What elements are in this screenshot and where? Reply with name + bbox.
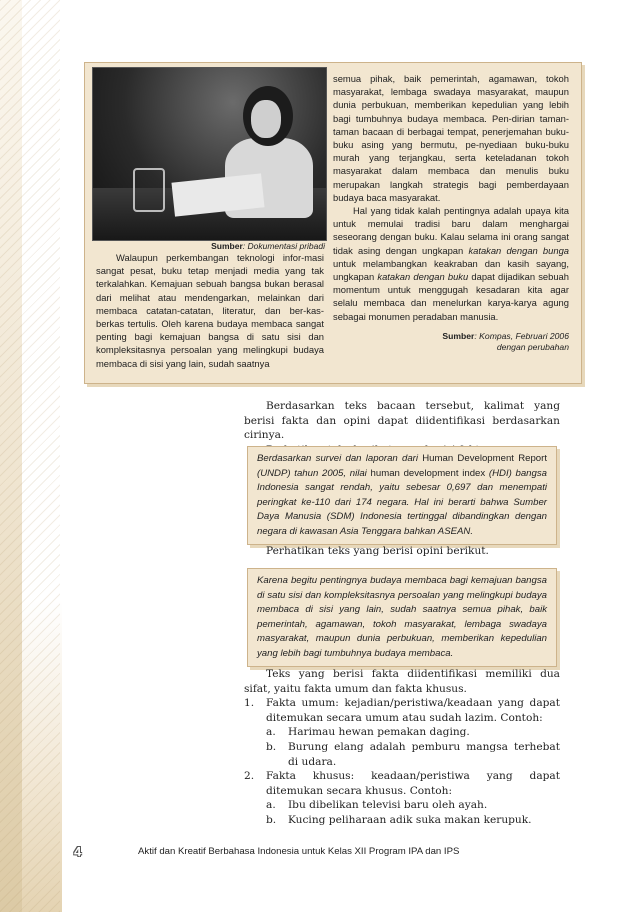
sub-list xyxy=(266,798,560,827)
list-item xyxy=(244,696,560,769)
reading-right-paragraph-1: semua pihak, baik pemerintah, agamawan, tokoh masyarakat, lembaga swadaya masyarakat, maupun dunia perbukuan, memberikan kepedulian yang lebih bagi tumbuhnya budaya membaca. Pen-dirian taman-taman bacaan di berbagai tempat, penerjemahan buku-buku asing yang bermutu, pe-nyediaan buku-buku murah yang terjangkau, serta keteladanan tokoh masyarakat dalam membaca dan menulis buku merupakan langkah strategis bagi pemberdayaan budaya baca masyarakat. xyxy=(333,73,569,203)
opinion-intro-paragraph: Perhatikan teks yang berisi opini berikut. xyxy=(266,545,489,557)
sub-list-letter: b. xyxy=(266,813,277,826)
sub-list-item-text: Burung elang adalah pemburu mangsa terhebat di udara. xyxy=(288,740,560,768)
photo-woman-reading xyxy=(92,67,327,241)
page-number: 4 xyxy=(74,844,82,859)
reading-right-paragraph-2 xyxy=(333,204,569,323)
opinion-box xyxy=(247,568,557,667)
fact-box xyxy=(247,446,557,545)
sub-list-item-text: Harimau hewan pemakan daging. xyxy=(288,726,470,739)
paragraph-text: untuk melambangkan keakraban dan kasih sayang, ungkapan xyxy=(333,257,569,283)
list-number: 1. xyxy=(244,697,255,710)
reading-source xyxy=(333,331,569,353)
footer-book-title: Aktif dan Kreatif Berbahasa Indonesia untuk Kelas XII Program IPA dan IPS xyxy=(138,846,460,857)
emphasis-katakan-dengan-bunga: katakan dengan bunga xyxy=(468,244,569,256)
photo-figure-face xyxy=(251,100,281,138)
fact-text: Berdasarkan survei dan laporan dari xyxy=(257,453,423,464)
list-number: 2. xyxy=(244,770,255,783)
source-note: dengan perubahan xyxy=(496,341,569,352)
fact-types-paragraph: Teks yang berisi fakta diidentifikasi memiliki dua sifat, yaitu fakta umum dan fakta khusus. xyxy=(244,668,560,695)
sub-list-item xyxy=(266,725,560,740)
sub-list-letter: a. xyxy=(266,726,276,739)
source-name: : Kompas, Februari 2006 xyxy=(474,330,569,341)
sub-list-item-text: Ibu dibelikan televisi baru oleh ayah. xyxy=(288,799,488,812)
sub-list-item xyxy=(266,740,560,769)
list-item xyxy=(244,769,560,827)
reading-right-column xyxy=(333,72,569,353)
left-hatch-pattern xyxy=(0,0,60,912)
list-item-text: Fakta khusus: keadaan/peristiwa yang dapat ditemukan secara khusus. Contoh: xyxy=(266,770,560,797)
intro-paragraph: Berdasarkan teks bacaan tersebut, kalimat yang berisi fakta dan opini dapat diidentifikasi berdasarkan cirinya. xyxy=(244,400,560,442)
opinion-text: Karena begitu pentingnya budaya membaca bagi kemajuan bangsa di satu sisi dan kompleksitasnya persoalan yang melingkupi budaya membaca di sisi yang lain, sudah saatnya semua pihak, baik pemerintah, agamawan, tokoh masyarakat, lembaga swadaya masyarakat, maupun dunia perbukuan, memberikan kepedulian yang lebih bagi tumbuhnya budaya membaca. xyxy=(257,575,547,659)
fact-text-upright: human development index xyxy=(370,467,486,479)
reading-left-column xyxy=(96,251,324,370)
emphasis-katakan-dengan-buku: katakan dengan buku xyxy=(377,271,469,283)
fact-types-section xyxy=(244,667,560,828)
sub-list-item-text: Kucing peliharaan adik suka makan kerupuk. xyxy=(288,813,532,826)
source-label: Sumber xyxy=(442,330,475,341)
fact-text: (UNDP) tahun 2005, nilai xyxy=(257,467,371,479)
opinion-intro xyxy=(244,544,560,559)
fact-types-list xyxy=(244,696,560,827)
sub-list-letter: a. xyxy=(266,799,276,812)
photo-lamp xyxy=(133,168,165,212)
sub-list-item xyxy=(266,798,560,813)
photo-caption xyxy=(92,241,325,251)
sub-list-letter: b. xyxy=(266,740,277,753)
paragraph-text: dapat dijadikan sebuah momentum untuk menggugah kesadaran kita agar selalu membaca dan menelurkan karya-karya agung sebagai monumen peradaban manusia. xyxy=(333,271,569,322)
fact-text: (HDI) bangsa Indonesia sangat rendah, yaitu sebesar 0,697 dan menempati peringkat ke-110 dari 174 negara. Hal ini berarti bahwa Sumber Daya Manusia (SDM) Indonesia tertinggal dibandingkan dengan negara di kawasan Asia Tenggara bahkan ASEAN. xyxy=(257,467,547,537)
list-item-text: Fakta umum: kejadian/peristiwa/keadaan yang dapat ditemukan secara umum atau sudah lazim. Contoh: xyxy=(266,697,560,724)
caption-source: : Dokumentasi pribadi xyxy=(242,241,325,251)
reading-left-paragraph: Walaupun perkembangan teknologi infor-masi sangat pesat, buku tetap menjadi media yang tak terkalahkan. Kemajuan sebuah bangsa bukan berasal dari melihat atau mendengarkan, melainkan dari membaca catatan-catatan, literatur, dan ber-kas-berkas tertulis. Oleh karena budaya membaca sangat penting bagi kemajuan bangsa di satu sisi dan kompleksitasnya persoalan yang melingkupi budaya membaca di sisi yang lain, sudah saatnya xyxy=(96,252,324,369)
fact-text-upright: Human Development Report xyxy=(422,453,547,464)
page-footer xyxy=(74,844,594,862)
sub-list xyxy=(266,725,560,769)
caption-label: Sumber xyxy=(211,241,243,251)
paragraph-text: Hal yang tidak kalah pentingnya adalah upaya kita untuk memulai tradisi baru dalam menghargai seseorang dengan buku. Kalau selama ini orang sangat tidak asing dengan ungkapan xyxy=(333,205,569,256)
sub-list-item xyxy=(266,813,560,828)
